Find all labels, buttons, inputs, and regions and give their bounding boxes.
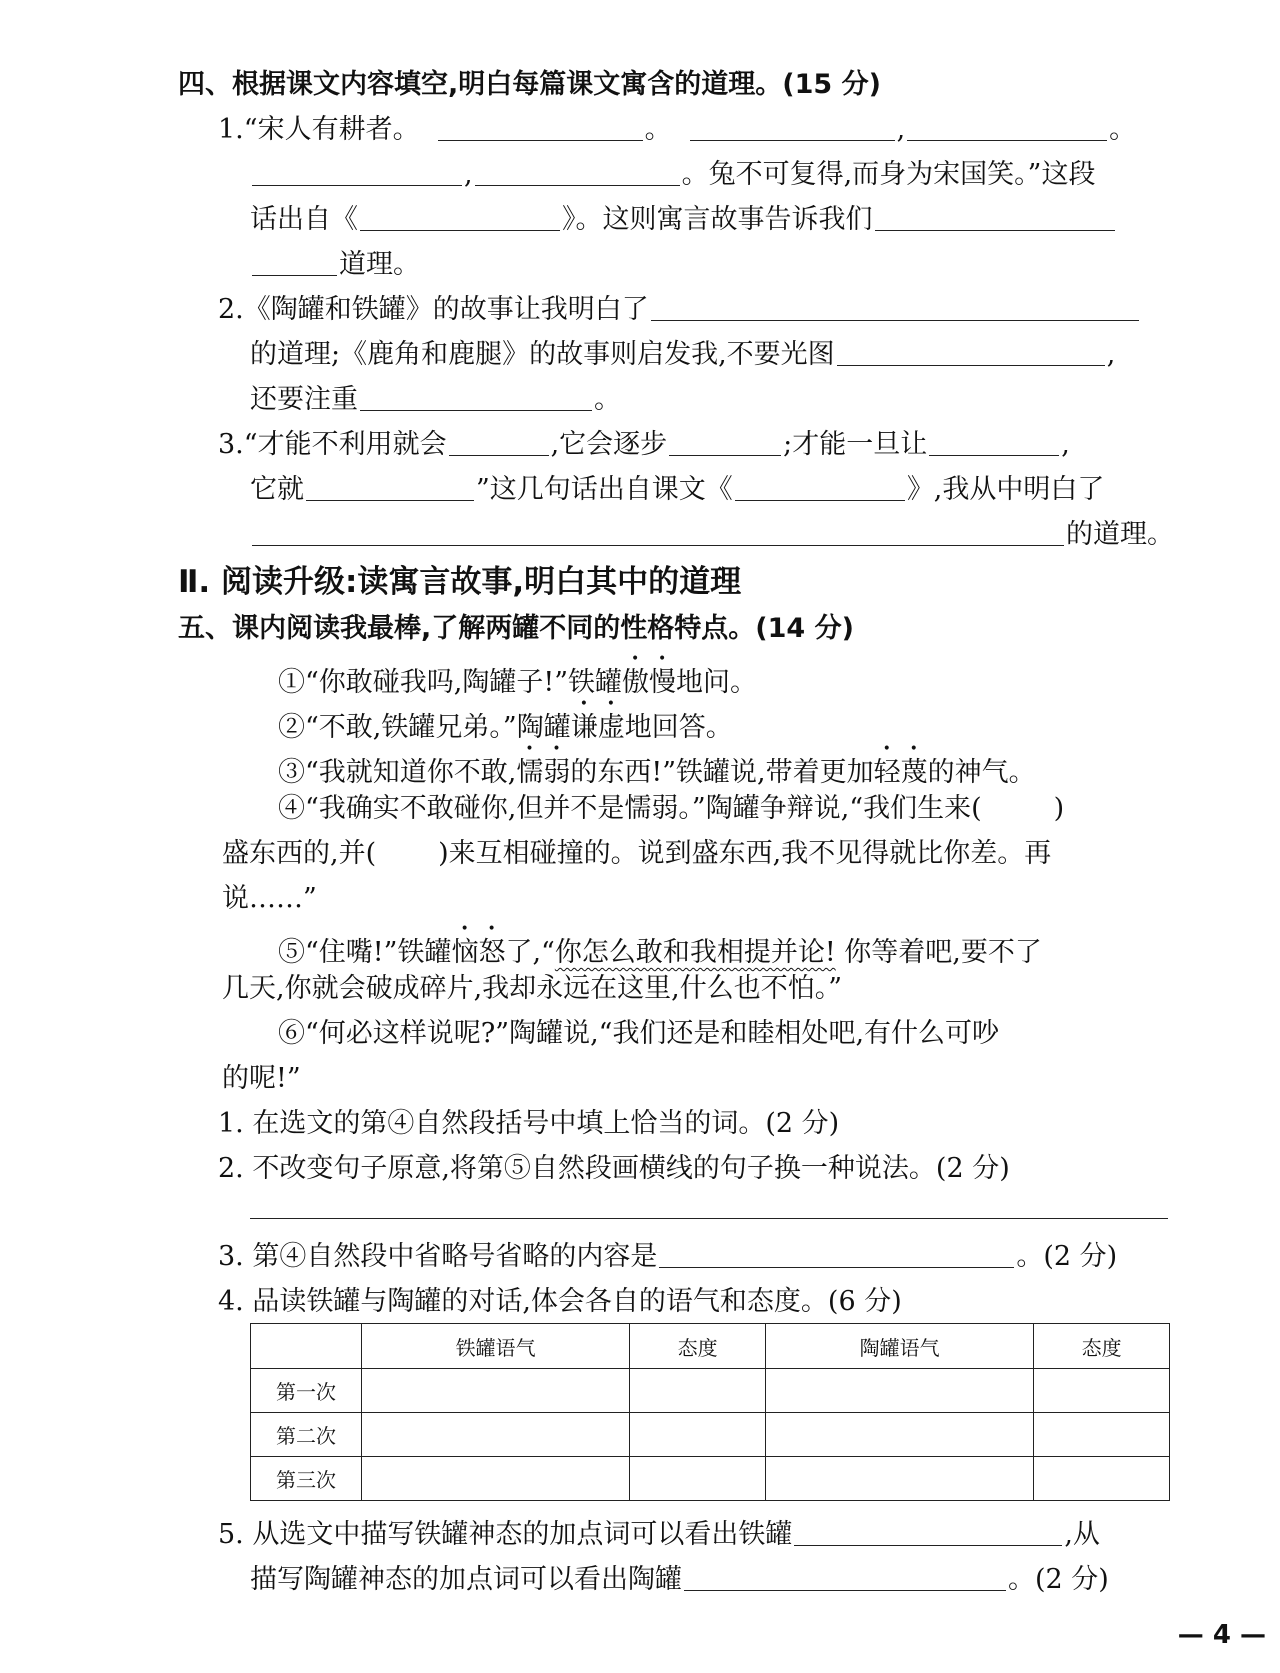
p5-dotted-word: 恼怒: [451, 937, 506, 968]
p4-l1b: ): [1053, 793, 1065, 824]
p3-pre: ③“我就知道你不敢,: [278, 757, 517, 788]
p5-pre: ⑤“住嘴!”铁罐: [278, 937, 452, 968]
table-header-cell: 铁罐语气: [362, 1324, 630, 1369]
passage-para-6-line2: 的呢!”: [222, 1063, 301, 1094]
answer-cell[interactable]: [630, 1457, 766, 1501]
row-label: 第二次: [251, 1413, 362, 1457]
s4-q3-blank-1[interactable]: [449, 429, 549, 456]
table-header-cell: 态度: [1034, 1324, 1170, 1369]
s4-q2-blank-1[interactable]: [651, 294, 1139, 321]
s5-q3-text-a: 3. 第④自然段中省略号省略的内容是: [218, 1241, 658, 1272]
answer-cell[interactable]: [630, 1413, 766, 1457]
s5-q2-answer-line[interactable]: [250, 1218, 1168, 1219]
p4-l2b: )来互相碰撞的。说到盛东西,我不见得就比你差。再: [438, 838, 1052, 869]
s4-q1-text-i: 道理。: [339, 249, 420, 280]
s5-q5-text-c: 描写陶罐神态的加点词可以看出陶罐: [250, 1564, 682, 1595]
answer-cell[interactable]: [362, 1457, 630, 1501]
s5-q5-blank-1[interactable]: [794, 1519, 1062, 1546]
s4-q1-text-c: ,: [896, 114, 906, 145]
s5-question-5-line2: [250, 1557, 1109, 1596]
s4-q1-blank-3[interactable]: [907, 114, 1107, 141]
s4-q2-line2: [250, 332, 1115, 371]
s4-q1-blank-7[interactable]: [875, 204, 1115, 231]
s4-q2-text-c: ,: [1106, 339, 1116, 370]
s4-q3-blank-3[interactable]: [929, 429, 1059, 456]
passage-para-2: [278, 696, 733, 744]
s4-q1-blank-5[interactable]: [475, 159, 680, 186]
answer-cell[interactable]: [362, 1369, 630, 1413]
s4-q2-text-d: 还要注重: [250, 384, 358, 415]
answer-cell[interactable]: [362, 1413, 630, 1457]
s4-q3-text-h: 的道理。: [1066, 519, 1174, 550]
s5-q5-text-d: 。(2 分): [1008, 1564, 1109, 1595]
p2-pre: ②“不敢,铁罐兄弟。”陶罐: [278, 712, 571, 743]
section-2-title: Ⅱ. 阅读升级:读寓言故事,明白其中的道理: [178, 564, 742, 600]
passage-para-5-line2: 几天,你就会破成碎片,我却永远在这里,什么也不怕。”: [222, 973, 843, 1004]
passage-para-4-line3: 说……”: [222, 883, 317, 914]
table-header-cell: [251, 1324, 362, 1369]
p5-mid: 了,“: [505, 937, 555, 968]
p4-l2a: 盛东西的,并(: [222, 838, 377, 869]
s4-q3-line2: [250, 467, 1104, 506]
s5-question-4: 4. 品读铁罐与陶罐的对话,体会各自的语气和态度。(6 分): [218, 1286, 902, 1317]
attitude-table: [250, 1323, 1170, 1501]
s4-q2-text-e: 。: [594, 384, 621, 415]
passage-para-3: [278, 741, 1036, 789]
p3-dotted-word-1: 懦弱: [516, 757, 571, 788]
s4-q1-text-d: 。: [1109, 114, 1137, 145]
table-row: [251, 1457, 1170, 1501]
table-header-cell: 陶罐语气: [765, 1324, 1033, 1369]
p1-pre: ①“你敢碰我吗,陶罐子!”铁罐: [278, 667, 623, 698]
page-number: — 4 —: [1177, 1620, 1266, 1650]
s4-q2-blank-2[interactable]: [837, 339, 1105, 366]
s5-q5-blank-2[interactable]: [684, 1564, 1006, 1591]
s4-q1-line3: [250, 197, 1117, 236]
s5-q5-text-a: 5. 从选文中描写铁罐神态的加点词可以看出铁罐: [218, 1519, 793, 1550]
s4-q1-text-b: 。: [644, 114, 672, 145]
s4-q1-text-e: ,: [464, 159, 473, 190]
s4-q1-line2: [250, 152, 1095, 191]
p5-post: 你等着吧,要不了: [835, 937, 1042, 968]
s4-q2-blank-3[interactable]: [360, 384, 592, 411]
s4-q3-blank-4[interactable]: [306, 474, 474, 501]
s4-q1-text-a: 1.“宋人有耕者。: [218, 114, 420, 145]
s5-question-2: 2. 不改变句子原意,将第⑤自然段画横线的句子换一种说法。(2 分): [218, 1153, 1010, 1184]
s4-q3-text-a: 3.“才能不利用就会: [218, 429, 447, 460]
s4-q1-blank-4[interactable]: [252, 159, 462, 186]
s4-q3-line1: [218, 422, 1070, 461]
answer-cell[interactable]: [1034, 1413, 1170, 1457]
row-label: 第一次: [251, 1369, 362, 1413]
s5-q3-blank[interactable]: [659, 1241, 1014, 1268]
s4-q1-text-h: 》。这则寓言故事告诉我们: [562, 204, 873, 235]
s5-question-3: [218, 1234, 1117, 1273]
answer-cell[interactable]: [1034, 1369, 1170, 1413]
passage-para-1: [278, 651, 757, 699]
p1-dotted-word: 傲慢: [622, 667, 677, 698]
answer-cell[interactable]: [765, 1457, 1033, 1501]
s4-q3-text-f: ”这几句话出自课文《: [476, 474, 733, 505]
s4-q3-text-b: ,它会逐步: [550, 429, 668, 460]
p3-mid: 的东西!”铁罐说,带着更加: [570, 757, 874, 788]
s4-q1-line4: [250, 242, 420, 281]
s4-q2-text-a: 2.《陶罐和铁罐》的故事让我明白了: [218, 294, 649, 325]
s4-q2-line1: [218, 287, 1141, 326]
s4-q2-text-b: 的道理;《鹿角和鹿腿》的故事则启发我,不要光图: [250, 339, 835, 370]
s5-q3-text-b: 。(2 分): [1016, 1241, 1118, 1272]
table-header-cell: 态度: [630, 1324, 766, 1369]
p5-wavy-sentence: 你怎么敢和我相提并论!: [554, 937, 836, 968]
s5-question-5-line1: [218, 1512, 1100, 1551]
p2-post: 地回答。: [624, 712, 733, 743]
answer-cell[interactable]: [630, 1369, 766, 1413]
s4-q1-blank-1[interactable]: [438, 114, 643, 141]
answer-cell[interactable]: [765, 1413, 1033, 1457]
p3-post: 的神气。: [927, 757, 1036, 788]
answer-cell[interactable]: [1034, 1457, 1170, 1501]
s4-q1-line1: [218, 107, 1136, 146]
table-row: [251, 1369, 1170, 1413]
s5-q5-text-b: ,从: [1064, 1519, 1100, 1550]
s4-q1-text-g: 话出自《: [250, 204, 358, 235]
p3-dotted-word-2: 轻蔑: [873, 757, 928, 788]
s4-q1-text-f: 。兔不可复得,而身为宋国笑。”这段: [681, 159, 1096, 190]
passage-para-5-line1: [278, 921, 1042, 969]
s4-q3-blank-2[interactable]: [669, 429, 781, 456]
table-row: [251, 1413, 1170, 1457]
s5-question-1: 1. 在选文的第④自然段括号中填上恰当的词。(2 分): [218, 1108, 840, 1139]
table-header-row: [251, 1324, 1170, 1369]
p2-dotted-word: 谦虚: [570, 712, 625, 743]
s4-q3-text-c: ;才能一旦让: [783, 429, 928, 460]
passage-para-6-line1: ⑥“何必这样说呢?”陶罐说,“我们还是和睦相处吧,有什么可吵: [278, 1018, 1000, 1049]
section-4-title: 四、根据课文内容填空,明白每篇课文寓含的道理。(15 分): [178, 69, 881, 100]
p4-l1: ④“我确实不敢碰你,但并不是懦弱。”陶罐争辩说,“我们生来(: [278, 793, 982, 824]
s4-q3-blank-6[interactable]: [252, 519, 1064, 546]
s4-q3-line3: [250, 512, 1174, 551]
answer-cell[interactable]: [765, 1369, 1033, 1413]
s4-q3-blank-5[interactable]: [735, 474, 905, 501]
s4-q3-text-d: ,: [1061, 429, 1070, 460]
s4-q3-text-g: 》,我从中明白了: [906, 474, 1105, 505]
s4-q2-line3: [250, 377, 621, 416]
passage-para-4-line2: [222, 831, 1051, 870]
s4-q1-blank-8[interactable]: [252, 249, 337, 276]
s4-q3-text-e: 它就: [250, 474, 304, 505]
s4-q1-blank-2[interactable]: [690, 114, 895, 141]
section-5-title: 五、课内阅读我最棒,了解两罐不同的性格特点。(14 分): [178, 613, 854, 644]
s4-q1-blank-6[interactable]: [360, 204, 560, 231]
passage-para-4-line1: [278, 786, 1064, 825]
row-label: 第三次: [251, 1457, 362, 1501]
p1-post: 地问。: [676, 667, 758, 698]
